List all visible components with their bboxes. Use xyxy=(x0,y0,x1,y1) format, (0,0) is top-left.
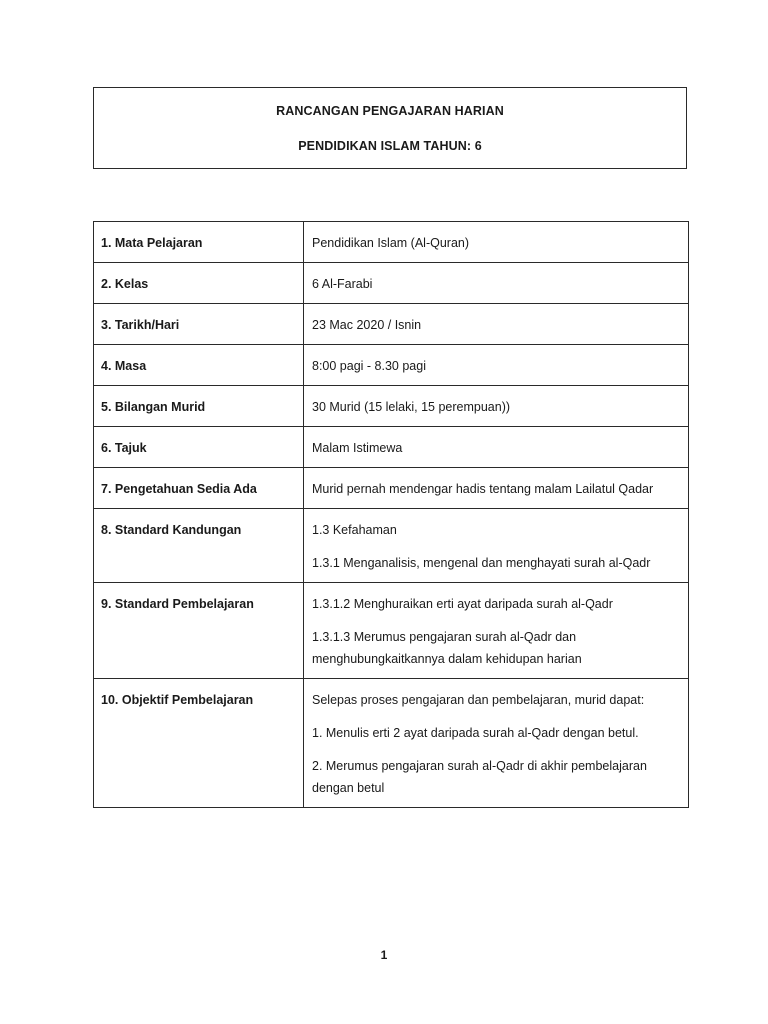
row-value xyxy=(304,345,689,386)
row-value xyxy=(304,263,689,304)
table-row xyxy=(94,345,689,386)
row-label: 3. Tarikh/Hari xyxy=(94,304,304,345)
table-row xyxy=(94,509,689,583)
lesson-plan-table xyxy=(93,221,689,808)
row-value-paragraph: 6 Al-Farabi xyxy=(312,277,373,291)
row-value-paragraph: 1. Menulis erti 2 ayat daripada surah al-Qadr dengan betul. xyxy=(312,726,639,740)
row-label: 5. Bilangan Murid xyxy=(94,386,304,427)
document-title: RANCANGAN PENGAJARAN HARIAN xyxy=(276,104,504,118)
row-label: 2. Kelas xyxy=(94,263,304,304)
row-label: 8. Standard Kandungan xyxy=(94,509,304,583)
row-value xyxy=(304,427,689,468)
row-label: 1. Mata Pelajaran xyxy=(94,222,304,263)
row-label: 4. Masa xyxy=(94,345,304,386)
row-value xyxy=(304,679,689,808)
row-value-paragraph: Pendidikan Islam (Al-Quran) xyxy=(312,236,470,250)
page-number: 1 xyxy=(380,948,388,962)
row-value-paragraph: Malam Istimewa xyxy=(312,441,403,455)
lesson-plan-table-body xyxy=(94,222,689,808)
row-value-paragraph: 1.3.1.3 Merumus pengajaran surah al-Qadr dan menghubungkaitkannya dalam kehidupan harian xyxy=(312,630,582,666)
table-row xyxy=(94,679,689,808)
row-value xyxy=(304,304,689,345)
table-row xyxy=(94,583,689,679)
row-value xyxy=(304,583,689,679)
row-value-paragraph: 1.3.1.2 Menghuraikan erti ayat daripada surah al-Qadr xyxy=(312,597,613,611)
row-value xyxy=(304,386,689,427)
table-row xyxy=(94,263,689,304)
table-row xyxy=(94,468,689,509)
row-value-paragraph: 1.3.1 Menganalisis, mengenal dan menghayati surah al-Qadr xyxy=(312,556,651,570)
row-value-paragraph: 30 Murid (15 lelaki, 15 perempuan)) xyxy=(312,400,511,414)
document-subtitle: PENDIDIKAN ISLAM TAHUN: 6 xyxy=(298,139,482,153)
row-value-paragraph: 1.3 Kefahaman xyxy=(312,523,397,537)
row-value xyxy=(304,468,689,509)
row-value-paragraph: 2. Merumus pengajaran surah al-Qadr di akhir pembelajaran dengan betul xyxy=(312,759,647,795)
table-row xyxy=(94,386,689,427)
table-row xyxy=(94,304,689,345)
row-value xyxy=(304,222,689,263)
row-value-paragraph: Murid pernah mendengar hadis tentang malam Lailatul Qadar xyxy=(312,482,654,496)
row-value-paragraph: 8:00 pagi - 8.30 pagi xyxy=(312,359,426,373)
row-value xyxy=(304,509,689,583)
row-label: 9. Standard Pembelajaran xyxy=(94,583,304,679)
table-row xyxy=(94,222,689,263)
document-header xyxy=(93,87,687,169)
table-row xyxy=(94,427,689,468)
row-label: 6. Tajuk xyxy=(94,427,304,468)
row-label: 7. Pengetahuan Sedia Ada xyxy=(94,468,304,509)
row-value-paragraph: Selepas proses pengajaran dan pembelajaran, murid dapat: xyxy=(312,693,645,707)
row-label: 10. Objektif Pembelajaran xyxy=(94,679,304,808)
row-value-paragraph: 23 Mac 2020 / Isnin xyxy=(312,318,422,332)
